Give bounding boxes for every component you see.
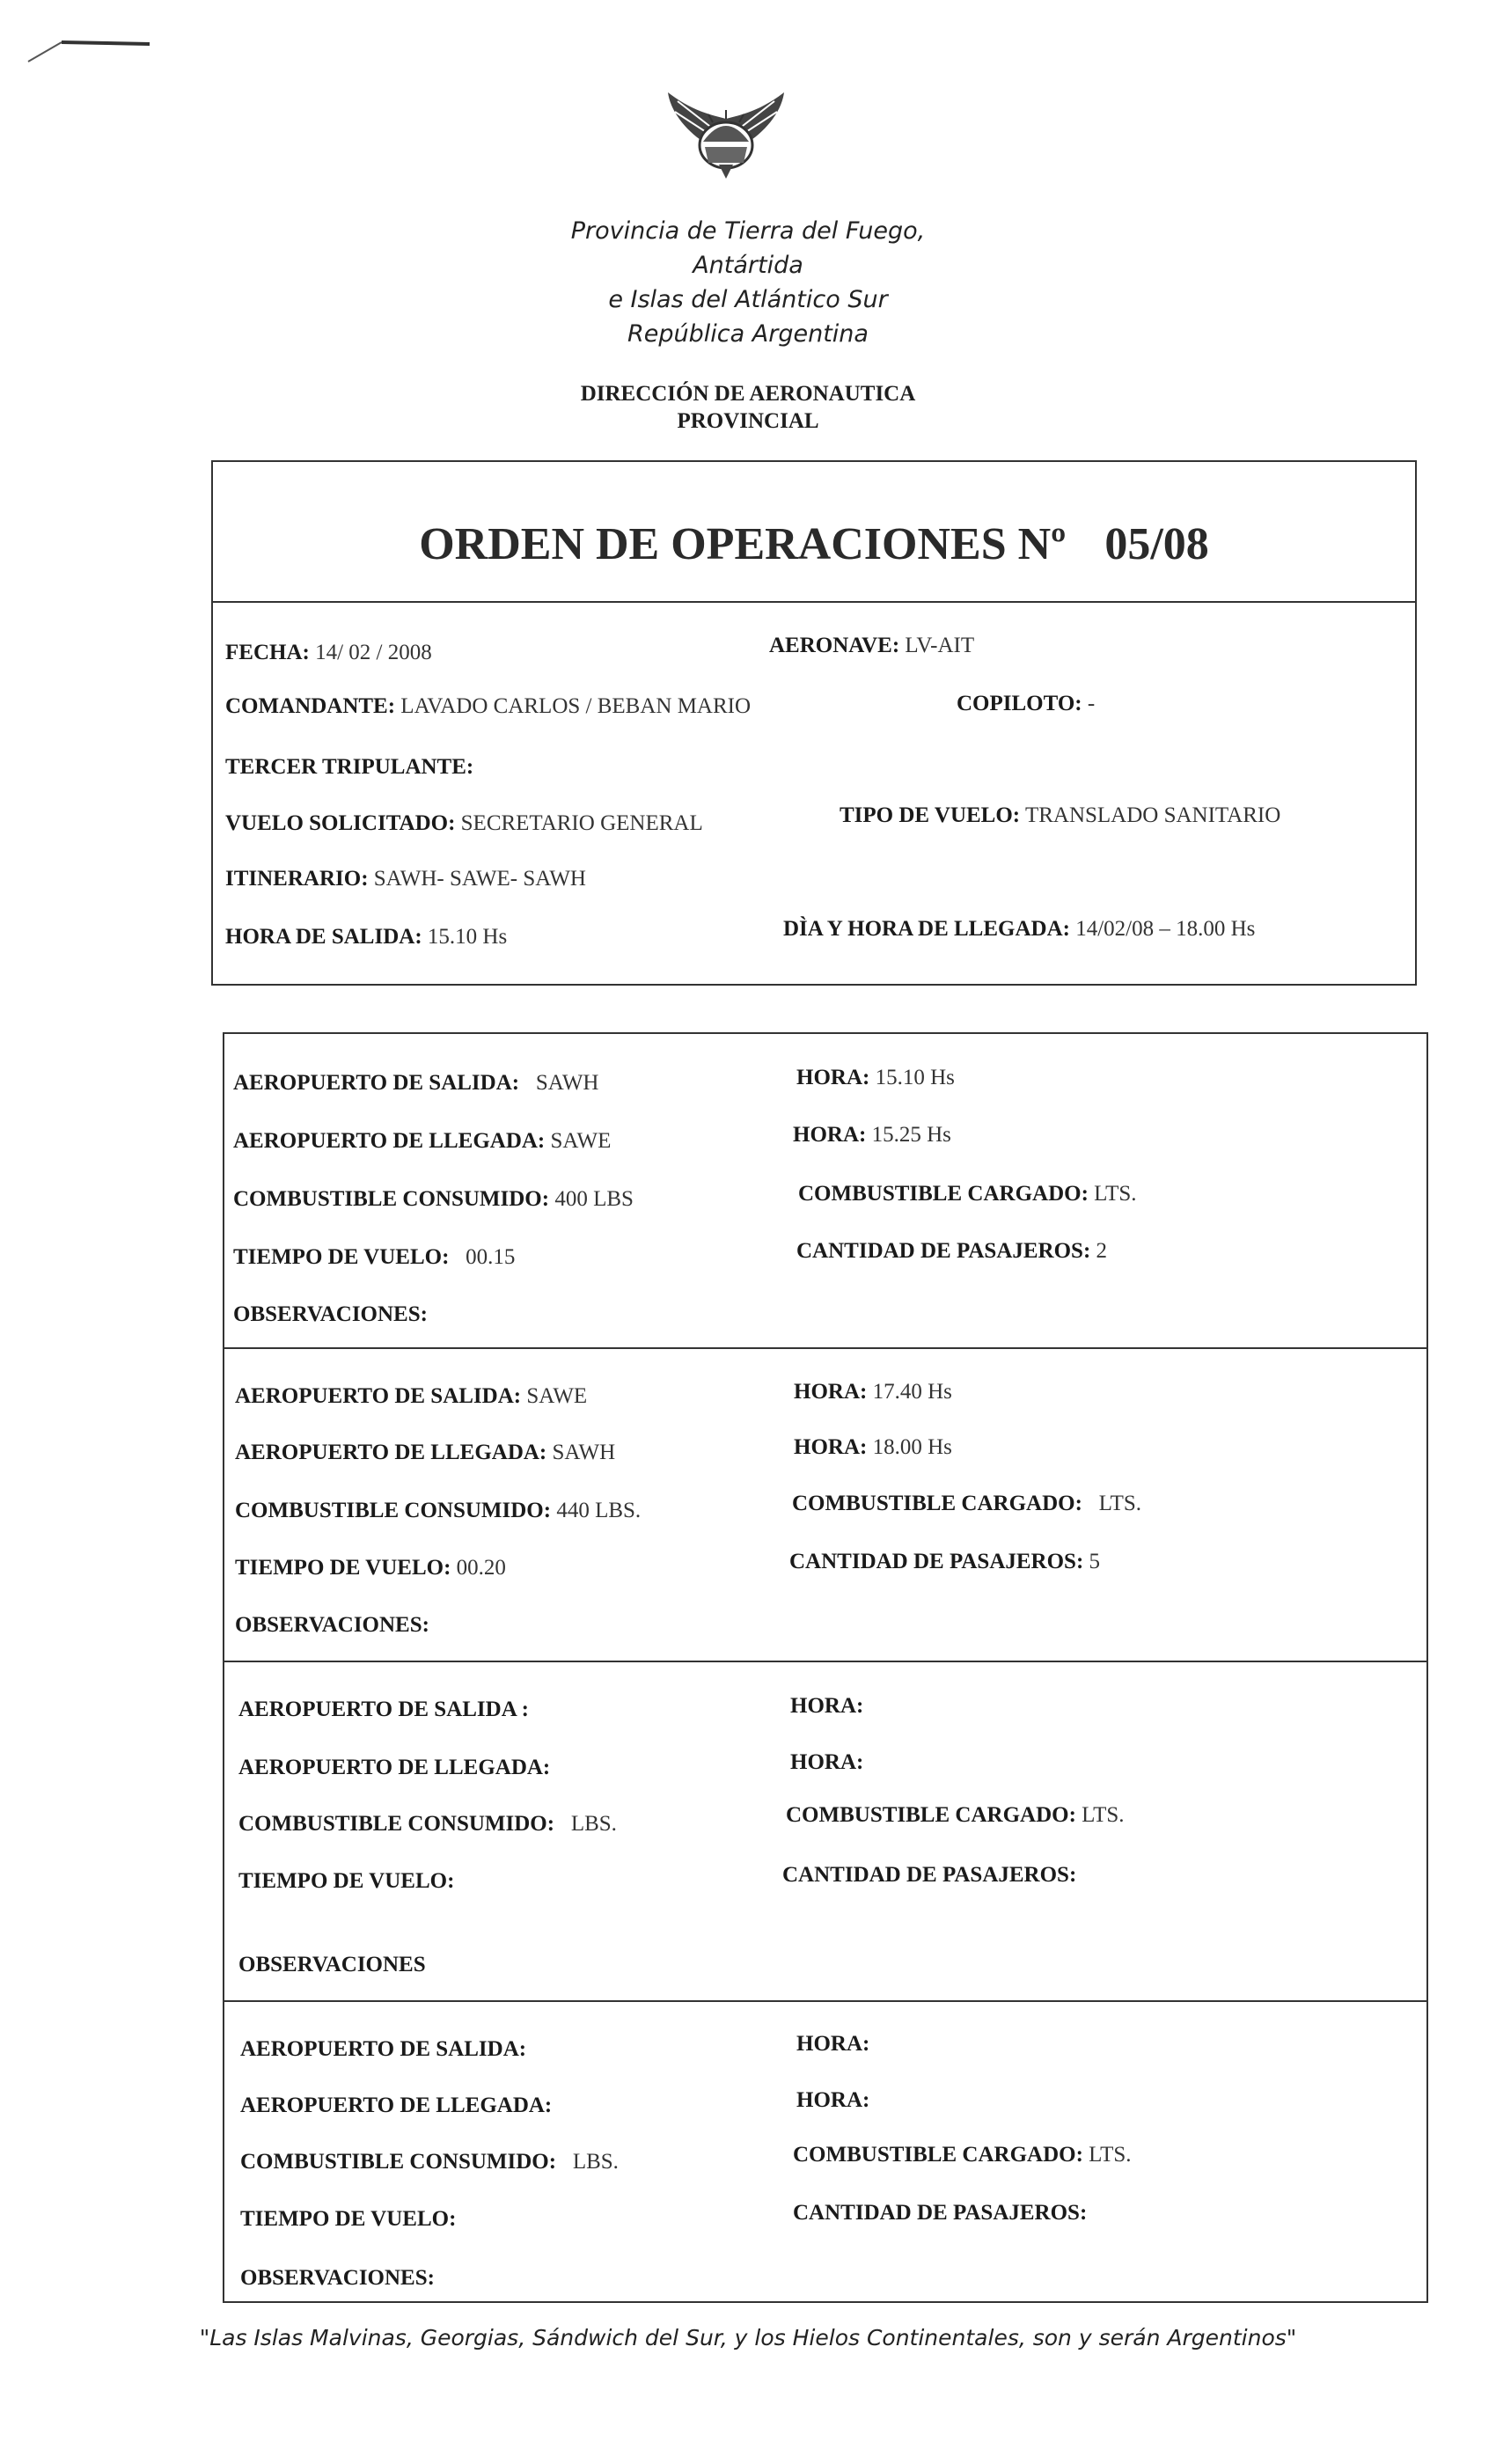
province-heading	[0, 214, 1496, 351]
tiempo-vuelo-label: TIEMPO DE VUELO:	[235, 1556, 451, 1580]
aeropuerto-llegada-value: SAWE	[550, 1129, 612, 1153]
hora-salida-label: HORA DE SALIDA:	[225, 925, 422, 949]
hora-value: 17.40 Hs	[872, 1380, 952, 1404]
aeropuerto-llegada-label: AEROPUERTO DE LLEGADA:	[238, 1756, 551, 1779]
aeropuerto-llegada-field	[240, 2094, 552, 2118]
combustible-cargado-label: COMBUSTIBLE CARGADO:	[793, 2143, 1083, 2167]
vuelo-solicitado-label: VUELO SOLICITADO:	[225, 811, 456, 835]
hora-label: HORA:	[794, 1380, 868, 1404]
order-header-box	[211, 460, 1417, 986]
tiempo-vuelo-field	[235, 1556, 506, 1580]
aeropuerto-salida-field	[235, 1384, 587, 1409]
copiloto-label: COPILOTO:	[957, 692, 1082, 715]
aeronave-value: LV-AIT	[905, 634, 975, 657]
cantidad-pasajeros-field	[796, 1239, 1107, 1264]
dia-hora-llegada-label: DÌA Y HORA DE LLEGADA:	[783, 917, 1070, 941]
comandante-label: COMANDANTE:	[225, 694, 396, 718]
observaciones-field	[240, 2266, 435, 2291]
flight-leg	[224, 2000, 1426, 2305]
tercer-tripulante-field	[225, 755, 473, 780]
combustible-cargado-field	[786, 1803, 1125, 1828]
combustible-consumido-field	[238, 1812, 617, 1837]
hora-salida-leg-field	[794, 1380, 952, 1404]
hora-label: HORA:	[796, 2088, 870, 2112]
tercer-tripulante-label: TERCER TRIPULANTE:	[225, 755, 474, 779]
fecha-field	[225, 641, 432, 665]
tiempo-vuelo-value: 00.15	[466, 1245, 516, 1269]
fecha-label: FECHA:	[225, 641, 310, 664]
combustible-consumido-field	[240, 2150, 619, 2174]
observaciones-label: OBSERVACIONES:	[240, 2266, 435, 2290]
hora-label: HORA:	[790, 1750, 864, 1774]
observaciones-label: OBSERVACIONES:	[233, 1302, 428, 1326]
flight-legs-box	[223, 1032, 1428, 2303]
combustible-consumido-value: 440 LBS.	[556, 1499, 642, 1522]
combustible-cargado-label: COMBUSTIBLE CARGADO:	[798, 1182, 1089, 1206]
cantidad-pasajeros-value: 2	[1096, 1239, 1108, 1263]
combustible-consumido-label: COMBUSTIBLE CONSUMIDO:	[238, 1812, 555, 1836]
aeropuerto-salida-label: AEROPUERTO DE SALIDA:	[233, 1071, 520, 1095]
aeropuerto-llegada-field	[233, 1129, 611, 1154]
combustible-cargado-field	[793, 2143, 1132, 2167]
aeropuerto-salida-value: SAWE	[526, 1384, 588, 1408]
hora-label: HORA:	[796, 1066, 870, 1089]
aeropuerto-salida-field	[233, 1071, 598, 1096]
combustible-cargado-value: LTS.	[1094, 1182, 1137, 1206]
cantidad-pasajeros-label: CANTIDAD DE PASAJEROS:	[782, 1863, 1077, 1887]
hora-label: HORA:	[794, 1435, 868, 1459]
title-band	[213, 462, 1415, 603]
flight-leg	[224, 1034, 1426, 1347]
direccion-heading	[0, 380, 1496, 435]
combustible-cargado-value: LTS.	[1082, 1803, 1125, 1827]
combustible-consumido-value: 400 LBS	[554, 1187, 634, 1211]
provincial-crest-icon	[664, 84, 788, 180]
flight-leg	[224, 1347, 1426, 1661]
tiempo-vuelo-field	[233, 1245, 515, 1270]
comandante-value: LAVADO CARLOS / BEBAN MARIO	[400, 694, 752, 718]
footer-motto: "Las Islas Malvinas, Georgias, Sándwich del Sur, y los Hielos Continentales, son y serán Argentinos"	[199, 2325, 1297, 2350]
combustible-consumido-value: LBS.	[572, 2150, 619, 2174]
hora-llegada-leg-field	[796, 2088, 869, 2113]
aeronave-field	[769, 634, 974, 658]
combustible-consumido-value: LBS.	[570, 1812, 617, 1836]
combustible-cargado-field	[798, 1182, 1137, 1206]
aeropuerto-llegada-field	[235, 1441, 615, 1465]
combustible-cargado-field	[792, 1492, 1141, 1516]
hora-label: HORA:	[796, 2032, 870, 2056]
direccion-line: DIRECCIÓN DE AERONAUTICA	[580, 382, 916, 406]
comandante-field	[225, 694, 751, 719]
copiloto-field	[957, 692, 1095, 716]
hora-salida-leg-field	[796, 1066, 955, 1090]
aeropuerto-salida-label: AEROPUERTO DE SALIDA:	[240, 2037, 527, 2061]
tiempo-vuelo-label: TIEMPO DE VUELO:	[240, 2207, 457, 2231]
hora-value: 15.25 Hs	[871, 1123, 951, 1147]
hora-label: HORA:	[793, 1123, 867, 1147]
combustible-cargado-label: COMBUSTIBLE CARGADO:	[792, 1492, 1082, 1515]
aeropuerto-salida-field	[238, 1698, 529, 1722]
observaciones-label: OBSERVACIONES	[238, 1953, 426, 1976]
cantidad-pasajeros-field	[789, 1550, 1100, 1574]
staple-mark	[26, 35, 158, 70]
hora-salida-field	[225, 925, 507, 950]
dia-hora-llegada-field	[783, 917, 1255, 942]
hora-label: HORA:	[790, 1694, 864, 1718]
hora-value: 15.10 Hs	[875, 1066, 955, 1089]
hora-llegada-leg-field	[794, 1435, 952, 1460]
hora-salida-leg-field	[796, 2032, 869, 2057]
tiempo-vuelo-label: TIEMPO DE VUELO:	[233, 1245, 450, 1269]
aeropuerto-salida-label: AEROPUERTO DE SALIDA:	[235, 1384, 522, 1408]
order-number: 05/08	[1104, 519, 1209, 569]
observaciones-field	[235, 1613, 429, 1638]
combustible-consumido-label: COMBUSTIBLE CONSUMIDO:	[240, 2150, 557, 2174]
province-line: e Islas del Atlántico Sur	[608, 286, 888, 313]
aeropuerto-llegada-field	[238, 1756, 550, 1780]
order-title	[213, 518, 1415, 570]
tiempo-vuelo-field	[240, 2207, 456, 2232]
hora-llegada-leg-field	[793, 1123, 951, 1148]
hora-salida-leg-field	[790, 1694, 863, 1719]
combustible-consumido-field	[235, 1499, 641, 1523]
aeropuerto-llegada-label: AEROPUERTO DE LLEGADA:	[235, 1441, 547, 1464]
tipo-vuelo-value: TRANSLADO SANITARIO	[1024, 803, 1281, 827]
combustible-cargado-value: LTS.	[1089, 2143, 1132, 2167]
observaciones-field	[238, 1953, 426, 1977]
itinerario-value: SAWH- SAWE- SAWH	[373, 867, 586, 891]
flight-leg	[224, 1661, 1426, 2000]
direccion-line: PROVINCIAL	[677, 409, 819, 433]
fecha-value: 14/ 02 / 2008	[315, 641, 432, 664]
itinerario-field	[225, 867, 586, 891]
vuelo-solicitado-field	[225, 811, 703, 836]
cantidad-pasajeros-label: CANTIDAD DE PASAJEROS:	[789, 1550, 1084, 1573]
cantidad-pasajeros-field	[782, 1863, 1076, 1888]
cantidad-pasajeros-label: CANTIDAD DE PASAJEROS:	[796, 1239, 1091, 1263]
cantidad-pasajeros-label: CANTIDAD DE PASAJEROS:	[793, 2201, 1088, 2225]
tiempo-vuelo-value: 00.20	[456, 1556, 506, 1580]
vuelo-solicitado-value: SECRETARIO GENERAL	[460, 811, 703, 835]
aeropuerto-salida-value: SAWH	[535, 1071, 599, 1095]
combustible-consumido-label: COMBUSTIBLE CONSUMIDO:	[235, 1499, 552, 1522]
tiempo-vuelo-field	[238, 1869, 454, 1894]
order-title-text: ORDEN DE OPERACIONES Nº	[419, 519, 1067, 569]
province-line: República Argentina	[627, 320, 869, 348]
combustible-cargado-label: COMBUSTIBLE CARGADO:	[786, 1803, 1076, 1827]
cantidad-pasajeros-value: 5	[1089, 1550, 1101, 1573]
copiloto-value: -	[1087, 692, 1096, 715]
combustible-cargado-value: LTS.	[1098, 1492, 1142, 1515]
aeropuerto-llegada-label: AEROPUERTO DE LLEGADA:	[233, 1129, 546, 1153]
dia-hora-llegada-value: 14/02/08 – 18.00 Hs	[1075, 917, 1256, 941]
hora-salida-value: 15.10 Hs	[427, 925, 508, 949]
hora-value: 18.00 Hs	[872, 1435, 952, 1459]
tipo-vuelo-label: TIPO DE VUELO:	[840, 803, 1021, 827]
combustible-consumido-field	[233, 1187, 634, 1212]
aeropuerto-salida-field	[240, 2037, 526, 2062]
aeropuerto-salida-label: AEROPUERTO DE SALIDA :	[238, 1698, 529, 1721]
observaciones-field	[233, 1302, 428, 1327]
aeronave-label: AERONAVE:	[769, 634, 900, 657]
province-line: Provincia de Tierra del Fuego,	[570, 217, 926, 245]
observaciones-label: OBSERVACIONES:	[235, 1613, 429, 1637]
hora-llegada-leg-field	[790, 1750, 863, 1775]
tiempo-vuelo-label: TIEMPO DE VUELO:	[238, 1869, 455, 1893]
itinerario-label: ITINERARIO:	[225, 867, 369, 891]
aeropuerto-llegada-value: SAWH	[552, 1441, 616, 1464]
aeropuerto-llegada-label: AEROPUERTO DE LLEGADA:	[240, 2094, 553, 2117]
tipo-vuelo-field	[840, 803, 1280, 828]
cantidad-pasajeros-field	[793, 2201, 1087, 2226]
province-line: Antártida	[693, 252, 803, 279]
combustible-consumido-label: COMBUSTIBLE CONSUMIDO:	[233, 1187, 550, 1211]
